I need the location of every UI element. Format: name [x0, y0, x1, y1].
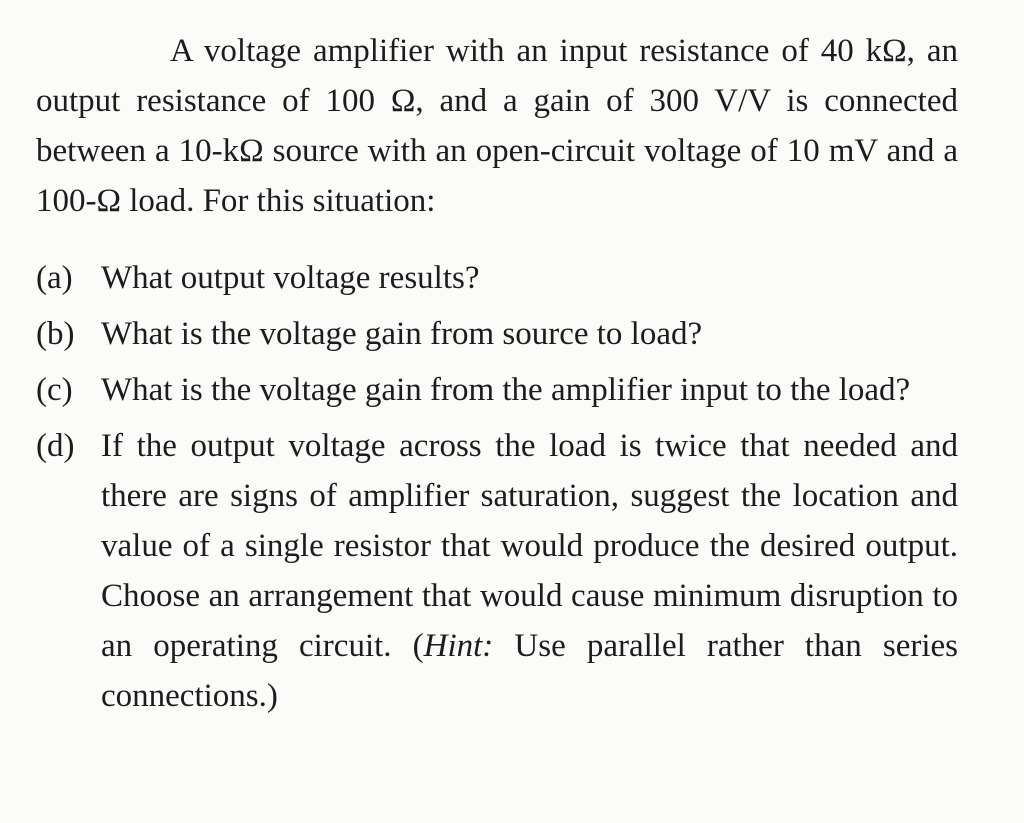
question-text: If the output voltage across the load is twice that needed and there are signs of amplifier saturation, suggest the location and value of a single resistor that would produce the desired output. Choose an arrangement that would cause minimum disruption to an operating circuit. ( — [101, 428, 958, 664]
question-letter: (a) — [36, 260, 73, 296]
question-text: What output voltage results? — [101, 260, 480, 296]
problem-text — [36, 26, 958, 727]
problem-statement: A voltage amplifier with an input resistance of 40 kΩ, an output resistance of 100 Ω, and a gain of 300 V/V is connected between a 10-kΩ source with an open-circuit voltage of 10 mV and a 100-Ω load. For this situation: — [36, 33, 958, 219]
question-letter: (d) — [36, 428, 75, 464]
question-list — [36, 253, 958, 721]
question-text: What is the voltage gain from the amplifier input to the load? — [101, 372, 911, 408]
question-letter: (c) — [36, 372, 73, 408]
question-b — [36, 309, 958, 359]
hint-label: Hint: — [423, 628, 494, 664]
question-d — [36, 421, 958, 721]
question-c — [36, 365, 958, 415]
question-a — [36, 253, 958, 303]
question-letter: (b) — [36, 316, 75, 352]
hint-text: Use parallel rather than series connections.) — [101, 628, 958, 714]
question-text: What is the voltage gain from source to load? — [101, 316, 703, 352]
